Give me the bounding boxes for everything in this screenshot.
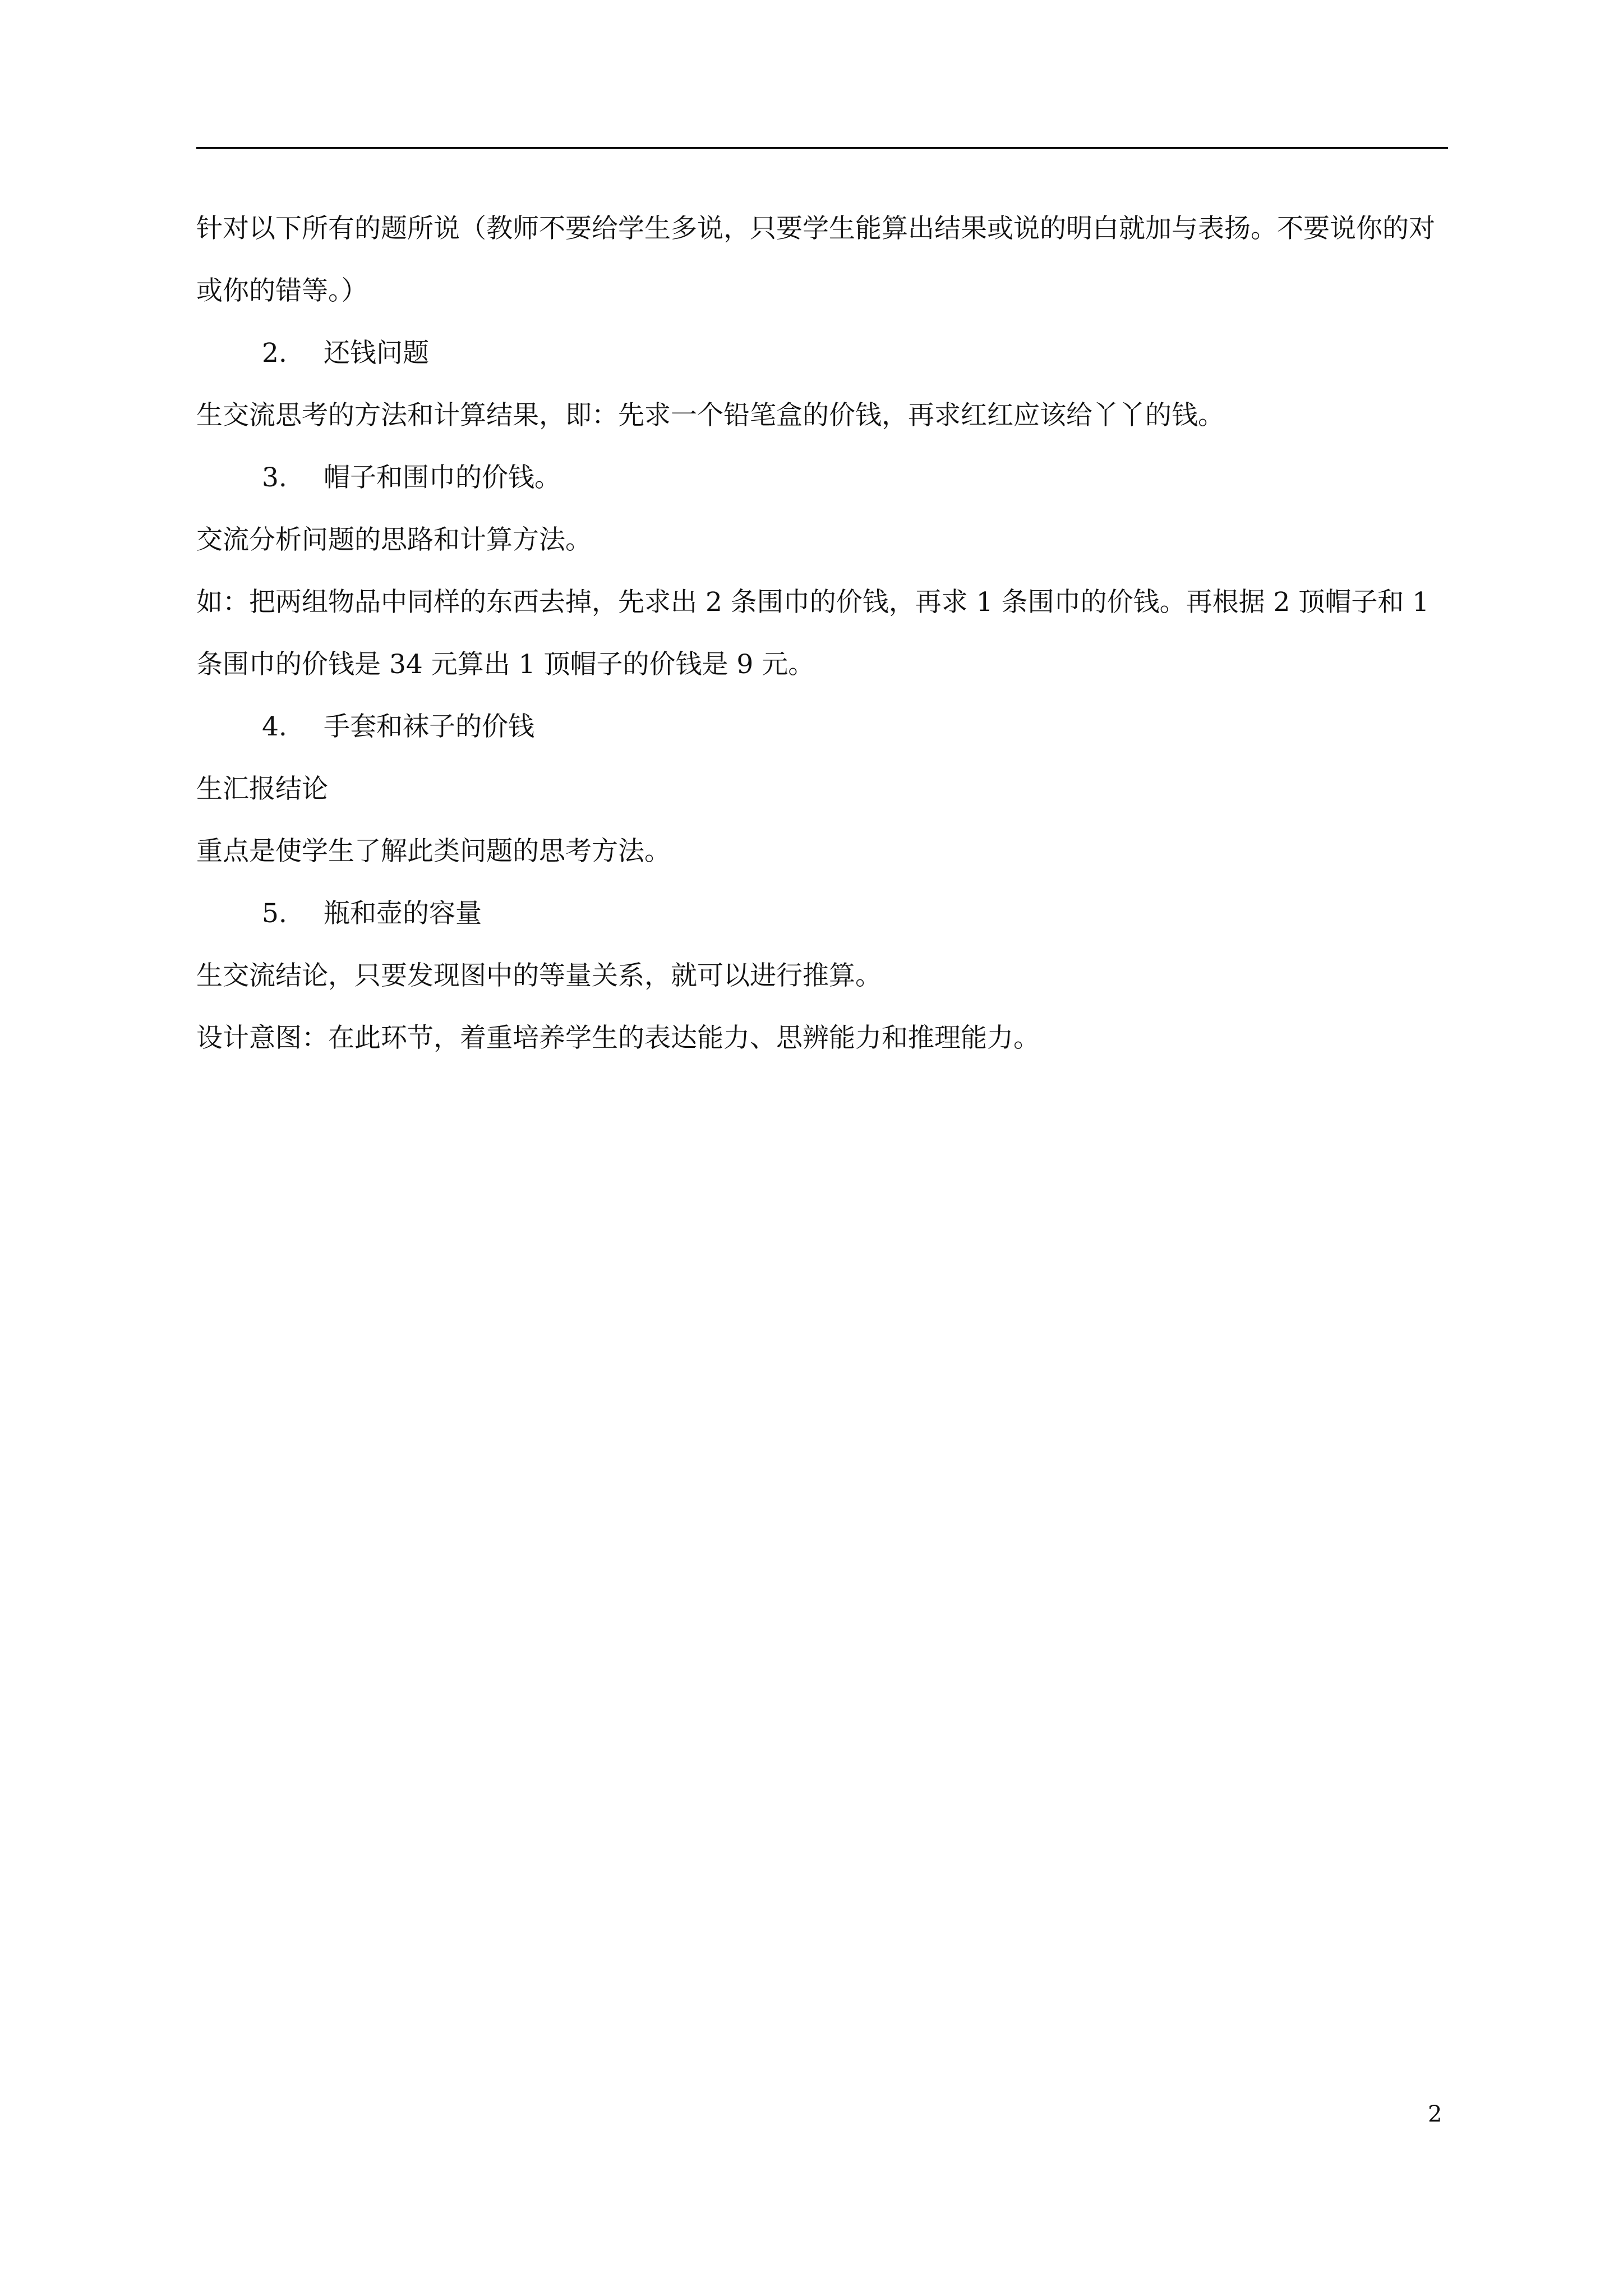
paragraph-example: 如：把两组物品中同样的东西去掉，先求出 2 条围巾的价钱，再求 1 条围巾的价钱。再根据 2 顶帽子和 1 条围巾的价钱是 34 元算出 1 顶帽子的价钱是 9 元。 xyxy=(196,587,1430,680)
list-item-label: 手套和袜子的价钱 xyxy=(324,711,534,742)
paragraph-instruction: 针对以下所有的题所说（教师不要给学生多说，只要学生能算出结果或说的明白就加与表扬。不要说你的对或你的错等。） xyxy=(196,213,1435,306)
list-item-hat-scarf xyxy=(196,447,1448,509)
list-item-number: 2. xyxy=(262,338,287,369)
list-item-number: 4. xyxy=(262,711,287,742)
list-item-bottle-kettle xyxy=(196,882,1448,945)
list-item-gloves-socks xyxy=(196,696,1448,758)
list-item-number: 3. xyxy=(262,462,287,493)
paragraph-design-intent: 设计意图：在此环节，着重培养学生的表达能力、思辨能力和推理能力。 xyxy=(196,1023,1040,1053)
document-body xyxy=(196,197,1448,1069)
paragraph-analysis: 交流分析问题的思路和计算方法。 xyxy=(196,524,592,555)
paragraph-report: 生汇报结论 xyxy=(196,774,328,804)
list-item-label: 还钱问题 xyxy=(324,338,429,369)
paragraph-debt-method: 生交流思考的方法和计算结果，即：先求一个铅笔盒的价钱，再求红红应该给丫丫的钱。 xyxy=(196,400,1224,431)
list-item-label: 帽子和围巾的价钱。 xyxy=(324,462,561,493)
list-item-number: 5. xyxy=(262,898,287,929)
paragraph-focus: 重点是使学生了解此类问题的思考方法。 xyxy=(196,836,671,867)
list-item-debt-problem xyxy=(196,322,1448,384)
page-number: 2 xyxy=(1428,2101,1442,2127)
header-rule xyxy=(196,147,1448,149)
list-item-label: 瓶和壶的容量 xyxy=(324,898,482,929)
paragraph-conclusion: 生交流结论，只要发现图中的等量关系，就可以进行推算。 xyxy=(196,960,882,991)
